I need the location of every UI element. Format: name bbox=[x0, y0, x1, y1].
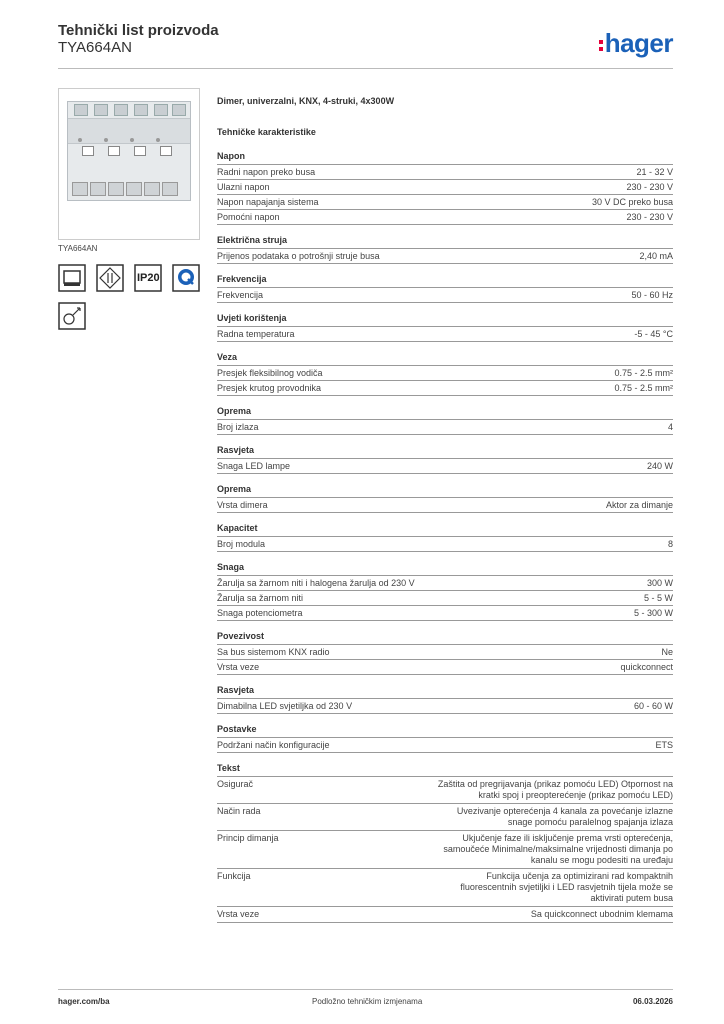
ip20-label: IP20 bbox=[137, 272, 160, 284]
spec-row bbox=[217, 699, 673, 714]
spec-row bbox=[217, 869, 673, 907]
spec-label: Pomoćni napon bbox=[217, 212, 280, 222]
section-heading: Tehničke karakteristike bbox=[217, 127, 316, 137]
spec-value: Sa quickconnect ubodnim klemama bbox=[530, 909, 673, 919]
spec-label: Žarulja sa žarnom niti bbox=[217, 593, 304, 603]
spec-group-title: Postavke bbox=[217, 714, 673, 738]
spec-group-title: Rasvjeta bbox=[217, 435, 673, 459]
footer-website: hager.com/ba bbox=[58, 997, 110, 1006]
spec-row bbox=[217, 498, 673, 513]
spec-value: 50 - 60 Hz bbox=[631, 290, 673, 300]
spec-label: Presjek fleksibilnog vodiča bbox=[217, 368, 323, 378]
spec-label: Osigurač bbox=[217, 779, 254, 789]
spec-value: 30 V DC preko busa bbox=[591, 197, 673, 207]
spec-value: Ne bbox=[661, 647, 673, 657]
spec-value: -5 - 45 °C bbox=[634, 329, 673, 339]
spec-label: Radna temperatura bbox=[217, 329, 295, 339]
spec-label: Broj modula bbox=[217, 539, 266, 549]
spec-label: Ulazni napon bbox=[217, 182, 270, 192]
ce-marking-icon bbox=[58, 264, 86, 292]
spec-row bbox=[217, 381, 673, 396]
spec-row bbox=[217, 738, 673, 753]
spec-group-title: Veza bbox=[217, 342, 673, 366]
dimmer-symbol-icon bbox=[58, 302, 86, 330]
spec-value: Zaštita od pregrijavanja (prikaz pomoću LED) Otpornost na kratki spoj i preopterećenje (prikaz pomoću LED) bbox=[437, 779, 673, 800]
page-header bbox=[58, 22, 673, 69]
spec-value: 230 - 230 V bbox=[626, 212, 673, 222]
footer-date: 06.03.2026 bbox=[632, 997, 673, 1006]
spec-value: quickconnect bbox=[620, 662, 673, 672]
spec-value: 21 - 32 V bbox=[636, 167, 673, 177]
spec-label: Vrsta dimera bbox=[217, 500, 268, 510]
spec-row bbox=[217, 645, 673, 660]
spec-value: 4 bbox=[667, 422, 673, 432]
spec-label: Radni napon preko busa bbox=[217, 167, 316, 177]
spec-group-title: Frekvencija bbox=[217, 264, 673, 288]
spec-row bbox=[217, 831, 673, 869]
spec-row bbox=[217, 180, 673, 195]
spec-row bbox=[217, 249, 673, 264]
spec-row bbox=[217, 327, 673, 342]
spec-row bbox=[217, 366, 673, 381]
spec-value: Uvezivanje opterećenja 4 kanala za povećanje izlazne snage pomoću paralelnog spajanja izlaza bbox=[456, 806, 673, 827]
logo-text: hager bbox=[604, 28, 673, 58]
footer-note: Podložno tehničkim izmjenama bbox=[312, 997, 423, 1006]
spec-group-title: Oprema bbox=[217, 474, 673, 498]
quickconnect-icon bbox=[172, 264, 200, 292]
spec-group-title: Oprema bbox=[217, 396, 673, 420]
spec-value: 60 - 60 W bbox=[633, 701, 673, 711]
logo-dots-icon bbox=[599, 37, 603, 54]
spec-row bbox=[217, 165, 673, 180]
spec-row bbox=[217, 606, 673, 621]
spec-row bbox=[217, 195, 673, 210]
spec-group-title: Uvjeti korištenja bbox=[217, 303, 673, 327]
document-title: Tehnički list proizvoda bbox=[58, 22, 219, 39]
spec-label: Napon napajanja sistema bbox=[217, 197, 319, 207]
spec-value: Aktor za dimanje bbox=[605, 500, 673, 510]
spec-row bbox=[217, 288, 673, 303]
ip20-icon bbox=[134, 264, 162, 292]
spec-row bbox=[217, 804, 673, 831]
spec-label: Sa bus sistemom KNX radio bbox=[217, 647, 330, 657]
spec-label: Presjek krutog provodnika bbox=[217, 383, 322, 393]
spec-group-title: Električna struja bbox=[217, 225, 673, 249]
din-rail-device bbox=[67, 101, 191, 201]
spec-value: Ukjučenje faze ili isključenje prema vrsti opterećenja, samoučeće Minimalne/maksimalne vrijednosti dimanja po kanalu se mogu podesiti na uređaju bbox=[443, 833, 673, 865]
image-caption: TYA664AN bbox=[58, 244, 98, 253]
spec-value: 2,40 mA bbox=[639, 251, 673, 261]
double-insulation-icon bbox=[96, 264, 124, 292]
spec-label: Žarulja sa žarnom niti i halogena žarulja od 230 V bbox=[217, 578, 415, 588]
spec-label: Prijenos podataka o potrošnji struje busa bbox=[217, 251, 380, 261]
specification-content bbox=[217, 96, 673, 923]
spec-value: 240 W bbox=[646, 461, 673, 471]
spec-value: 5 - 5 W bbox=[643, 593, 673, 603]
spec-group-title: Tekst bbox=[217, 753, 673, 777]
spec-label: Funkcija bbox=[217, 871, 251, 881]
spec-value: 0.75 - 2.5 mm² bbox=[614, 368, 673, 378]
spec-row bbox=[217, 591, 673, 606]
spec-value: 300 W bbox=[646, 578, 673, 588]
spec-row bbox=[217, 420, 673, 435]
spec-value: 8 bbox=[667, 539, 673, 549]
spec-row bbox=[217, 777, 673, 804]
spec-value: ETS bbox=[655, 740, 673, 750]
spec-groups bbox=[217, 141, 673, 923]
product-code: TYA664AN bbox=[58, 39, 132, 56]
spec-label: Princip dimanja bbox=[217, 833, 279, 843]
spec-row bbox=[217, 459, 673, 474]
spec-label: Vrsta veze bbox=[217, 909, 260, 919]
spec-value: 230 - 230 V bbox=[626, 182, 673, 192]
spec-value: Funkcija učenja za optimizirani rad kompaktnih fluorescentnih svjetiljki i LED rasvjetnih tijela može se aktivirati putem busa bbox=[460, 871, 673, 903]
spec-label: Način rada bbox=[217, 806, 261, 816]
spec-value: 5 - 300 W bbox=[633, 608, 673, 618]
product-image bbox=[58, 88, 200, 240]
spec-label: Vrsta veze bbox=[217, 662, 260, 672]
spec-row bbox=[217, 537, 673, 552]
spec-row bbox=[217, 660, 673, 675]
spec-group-title: Napon bbox=[217, 141, 673, 165]
footer-divider bbox=[58, 989, 673, 990]
hager-logo bbox=[599, 28, 673, 59]
spec-group-title: Povezivost bbox=[217, 621, 673, 645]
spec-label: Broj izlaza bbox=[217, 422, 259, 432]
spec-label: Snaga potenciometra bbox=[217, 608, 303, 618]
spec-label: Podržani način konfiguracije bbox=[217, 740, 330, 750]
spec-row bbox=[217, 210, 673, 225]
product-description: Dimer, univerzalni, KNX, 4-struki, 4x300W bbox=[217, 96, 395, 106]
spec-group-title: Snaga bbox=[217, 552, 673, 576]
spec-group-title: Kapacitet bbox=[217, 513, 673, 537]
spec-row bbox=[217, 576, 673, 591]
spec-row bbox=[217, 907, 673, 923]
spec-label: Snaga LED lampe bbox=[217, 461, 291, 471]
spec-label: Frekvencija bbox=[217, 290, 264, 300]
spec-value: 0.75 - 2.5 mm² bbox=[614, 383, 673, 393]
spec-group-title: Rasvjeta bbox=[217, 675, 673, 699]
spec-label: Dimabilna LED svjetiljka od 230 V bbox=[217, 701, 353, 711]
